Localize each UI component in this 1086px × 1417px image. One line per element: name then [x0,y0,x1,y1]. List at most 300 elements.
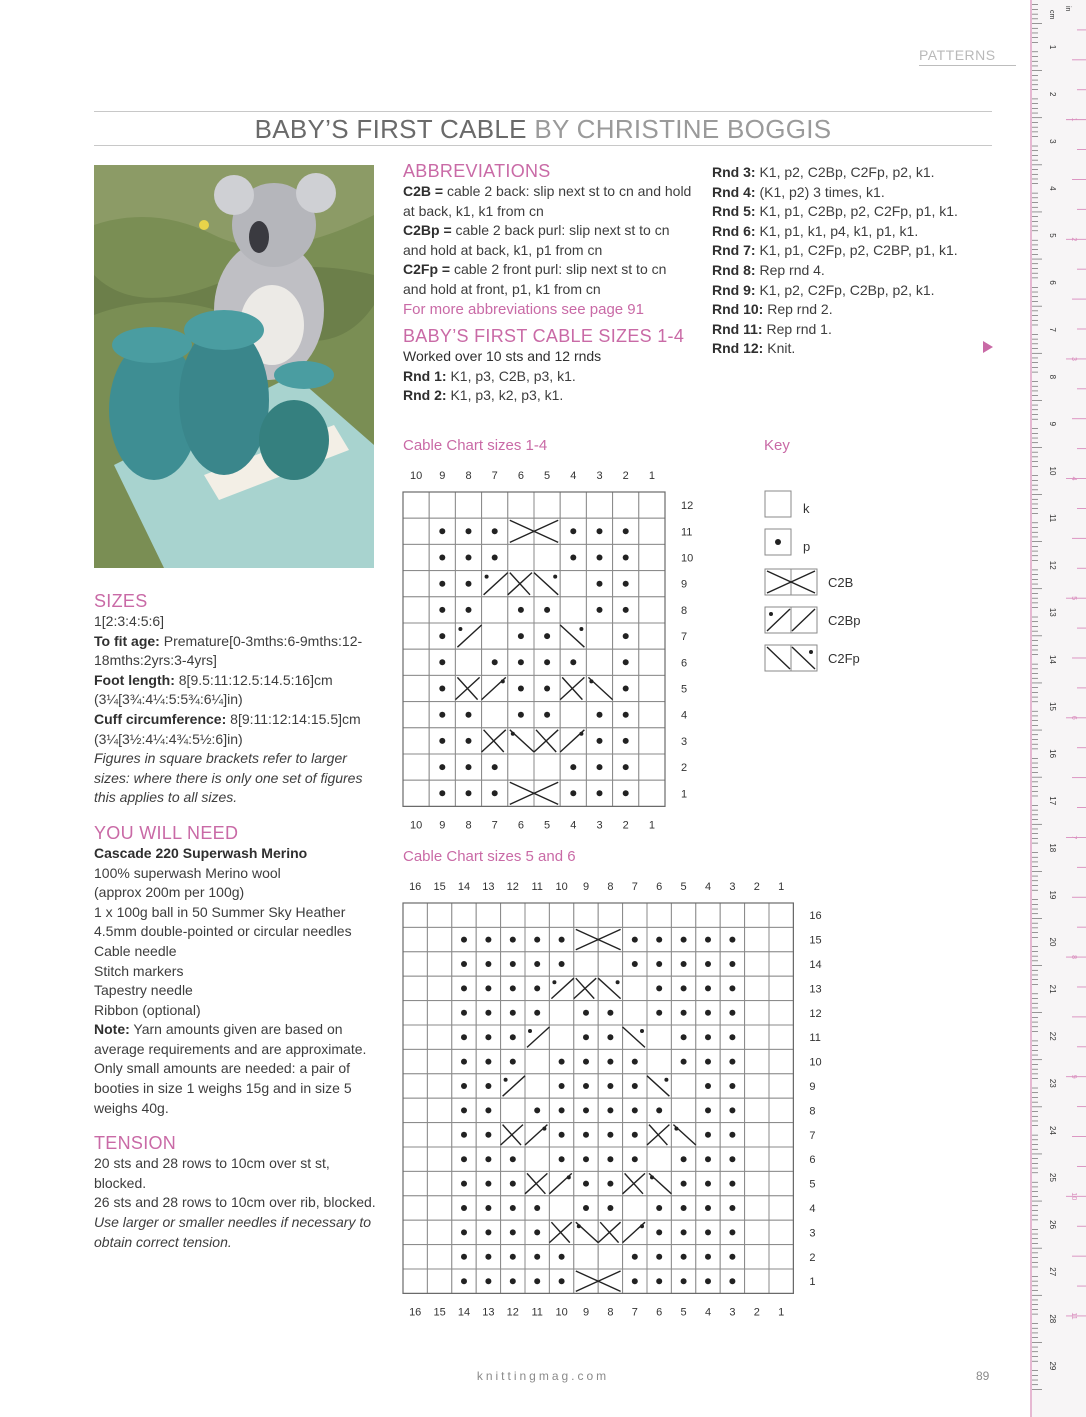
row-number: 2 [681,762,688,775]
chart-cell [598,927,622,951]
purl-dot [492,555,498,561]
col-number-bottom: 9 [439,819,446,832]
chart-cell [403,1269,427,1293]
cuff-circumference: Cuff circumference: 8[9:11:12:14:15.5]cm (3¼[3½:4¼:4¾:5½:6]in) [94,710,361,747]
purl-dot [492,659,498,665]
purl-dot [729,1083,735,1089]
chart-cell [403,1147,427,1171]
chart-cell [403,1245,427,1269]
row-number: 3 [681,735,688,748]
chart-cell [482,597,508,623]
chart-cell [745,1245,769,1269]
purl-dot [705,1254,711,1260]
footer-url: knittingmag.com [476,1369,610,1383]
col-number-top: 10 [555,881,568,893]
chart-cell [427,903,451,927]
purl-dot [458,627,462,631]
purl-dot [583,1132,589,1138]
more-abbreviations-link[interactable]: For more abbreviations see page 91 [403,300,644,318]
abbr-c2bp: C2Bp = cable 2 back purl: slip next st to cn and hold at back, k1, p1 from cn [403,222,670,258]
row-number: 5 [681,683,688,696]
chart-cell [745,1123,769,1147]
purl-dot [607,1181,613,1187]
chart-cell [745,1098,769,1122]
ruler [1030,0,1086,1417]
chart-cell [403,649,429,675]
purl-dot [466,712,472,718]
col-number-top: 7 [491,470,498,482]
chart-cell [549,1025,573,1049]
purl-dot [466,581,472,587]
round-3: Rnd 3: K1, p2, C2Bp, C2Fp, p2, k1. [712,164,935,180]
ruler-cm-number: 7 [1048,327,1057,332]
purl-dot [607,1132,613,1138]
chart-cell [476,903,500,927]
chart-cell [403,597,429,623]
chart-cell [598,1245,622,1269]
purl-dot [623,764,629,770]
col-number-bottom: 11 [531,1306,543,1319]
chart-cell [403,492,429,518]
col-number-bottom: 2 [753,1306,760,1319]
row-number: 11 [809,1032,821,1045]
need-line: Stitch markers [94,962,184,979]
purl-dot [485,1181,491,1187]
purl-dot [583,1205,589,1211]
chart-cell [769,1269,793,1293]
chart-cell [769,1123,793,1147]
round-5: Rnd 5: K1, p1, C2Bp, p2, C2Fp, p1, k1. [712,203,958,220]
purl-dot [552,980,556,984]
ruler-inch-number: 7 [1070,835,1077,840]
key-title: Key [764,437,790,454]
chart-cell [534,754,560,780]
chart-cell [525,1147,549,1171]
col-number-bottom: 14 [457,1306,471,1319]
row-number: 12 [809,1007,822,1020]
chart-cell [427,1074,451,1098]
tension-heading: TENSION [94,1133,177,1154]
purl-dot [485,575,489,579]
purl-dot [466,607,472,613]
purl-dot [485,1034,491,1040]
chart-cell [403,903,427,927]
purl-dot [681,961,687,967]
purl-dot [583,1181,589,1187]
purl-dot [559,937,565,943]
ruler-cm-number: 26 [1048,1220,1057,1230]
chart-cell [574,1269,598,1293]
purl-dot [461,985,467,991]
purl-dot [583,1034,589,1040]
ruler-cm-number: 4 [1048,186,1057,191]
purl-dot [705,1083,711,1089]
chart-cell [769,1196,793,1220]
row-number: 7 [809,1129,816,1142]
purl-dot [439,764,445,770]
chart-cell [427,1025,451,1049]
purl-dot [510,1278,516,1284]
purl-dot [485,1059,491,1065]
purl-dot [461,1010,467,1016]
col-number-top: 3 [596,470,603,482]
purl-dot [729,1278,735,1284]
purl-dot [597,790,603,796]
purl-dot [553,575,557,579]
purl-dot [461,1278,467,1284]
purl-dot [510,1034,516,1040]
purl-dot [570,659,576,665]
row-number: 3 [809,1227,816,1240]
purl-dot [534,1254,540,1260]
chart-cell [427,1001,451,1025]
need-line: Ribbon (optional) [94,1001,201,1018]
purl-dot [504,1078,508,1082]
chart-cell [720,903,744,927]
chart-cell [455,649,481,675]
chart-cell [508,780,534,806]
ruler-cm-number: 11 [1048,513,1057,523]
title-byline: BY CHRISTINE BOGGIS [534,114,832,144]
chart-cell [455,492,481,518]
chart-cell [508,544,534,570]
ruler-cm-number: 1 [1048,44,1057,50]
chart-cell [745,1196,769,1220]
chart-cell [574,1245,598,1269]
col-number-top: 6 [656,881,663,893]
title-rule-bottom [94,145,992,146]
purl-dot [518,659,524,665]
chart-cell [769,1220,793,1244]
round-7: Rnd 7: K1, p1, C2Fp, p2, C2BP, p1, k1. [712,242,958,259]
purl-dot [510,1229,516,1235]
chart-cell [745,1025,769,1049]
col-number-top: 4 [704,881,712,893]
col-number-top: 11 [531,881,543,893]
need-line: 1 x 100g ball in 50 Summer Sky Heather [94,903,346,920]
purl-dot [681,1010,687,1016]
chart-cell [482,702,508,728]
purl-dot [559,1059,565,1065]
purl-dot [510,1010,516,1016]
chart-cell [549,1001,573,1025]
ruler-inch-number: 3 [1070,356,1077,361]
purl-dot [705,1156,711,1162]
ruler-cm-number: 24 [1048,1125,1057,1135]
purl-dot [681,1059,687,1065]
purl-dot [729,1156,735,1162]
chart-cell [639,675,665,701]
abbr-c2fp: C2Fp = cable 2 front purl: slip next st to cn and hold at front, p1, k1 from cn [403,261,667,297]
chart-cell [482,623,508,649]
row-number: 5 [809,1178,816,1191]
ruler-in-label: in [1064,6,1071,12]
chart-cell [639,492,665,518]
purl-dot [510,961,516,967]
purl-dot [439,528,445,534]
col-number-bottom: 6 [656,1306,663,1319]
purl-dot [623,659,629,665]
round-8: Rnd 8: Rep rnd 4. [712,261,825,278]
col-number-bottom: 5 [680,1306,687,1319]
chart-cell [525,1074,549,1098]
purl-dot [439,607,445,613]
purl-dot [597,607,603,613]
chart-cell [745,1171,769,1195]
row-number: 6 [809,1154,816,1167]
purl-dot [597,555,603,561]
purl-dot [656,1107,662,1113]
ruler-cm-number: 14 [1048,654,1057,664]
purl-dot [485,1254,491,1260]
purl-dot [656,985,662,991]
chart-cell [427,1269,451,1293]
purl-dot [461,937,467,943]
col-number-bottom: 1 [778,1306,785,1319]
chart-cell [508,754,534,780]
purl-dot [681,1156,687,1162]
purl-dot [597,712,603,718]
purl-dot [583,1107,589,1113]
ruler-inch-number: 1 [1070,117,1077,122]
chart-cell [525,1049,549,1073]
need-heading: YOU WILL NEED [94,822,239,843]
sizes-note: Figures in square brackets refer to larger sizes: where there is only one set of figures this applies to all sizes. [94,750,363,806]
col-number-top: 5 [544,470,551,482]
ruler-inch-number: 10 [1070,1192,1077,1201]
chart-cell [574,952,598,976]
purl-dot [656,961,662,967]
purl-dot [510,1181,516,1187]
key-item-p [765,529,810,555]
cable-chart-sizes-1-4 [395,462,705,832]
row-number: 4 [809,1203,816,1215]
booties-photo [94,165,374,568]
purl-dot [623,528,629,534]
chart-cell [639,597,665,623]
key-swatch [765,491,791,517]
col-number-bottom: 5 [544,819,551,832]
ruler-cm-label: cm [1048,10,1055,20]
row-number: 6 [681,657,688,670]
chart-cell [769,927,793,951]
chart-cell [501,903,525,927]
chart-cell [560,492,586,518]
chart-cell [482,492,508,518]
chart-cell [598,1269,622,1293]
purl-dot [729,1181,735,1187]
purl-dot [439,738,445,744]
purl-dot [705,937,711,943]
purl-dot [461,1034,467,1040]
purl-dot [632,937,638,943]
chart-cell [639,649,665,675]
chart-cell [745,1147,769,1171]
chart-cell [639,544,665,570]
purl-dot [559,1278,565,1284]
ruler-inch-number: 4 [1070,476,1077,481]
ruler-cm-number: 17 [1048,796,1057,806]
chart-cell [745,927,769,951]
purl-dot [534,937,540,943]
purl-dot [544,686,550,692]
purl-dot [623,712,629,718]
chart-cell [574,927,598,951]
chart-cell [403,675,429,701]
need-line: Cable needle [94,942,177,959]
purl-dot [461,1156,467,1162]
chart-cell [639,728,665,754]
purl-dot [461,1205,467,1211]
round-9: Rnd 9: K1, p2, C2Fp, C2Bp, p2, k1. [712,281,935,298]
chart-cell [427,1049,451,1073]
chart-cell [639,571,665,597]
purl-dot [583,1083,589,1089]
purl-dot [518,607,524,613]
col-number-top: 7 [631,881,638,893]
purl-dot [775,539,781,545]
col-number-bottom: 10 [409,819,423,832]
middle-column [403,160,693,406]
chart-cell [586,623,612,649]
purl-dot [681,1254,687,1260]
chart-cell [745,1220,769,1244]
purl-dot [769,612,773,616]
continue-arrow-icon [983,341,993,353]
chart-cell [403,702,429,728]
round-10: Rnd 10: Rep rnd 2. [712,301,833,318]
row-number: 4 [681,709,688,722]
key-label: p [803,539,811,554]
purl-dot [544,607,550,613]
page-number: 89 [976,1369,990,1383]
foot-length: Foot length: 8[9.5:11:12.5:14.5:16]cm (3¼[3¾:4¼:5:5¾:6¼]in) [94,671,333,708]
chart-cell [769,1025,793,1049]
purl-dot [705,1205,711,1211]
chart-cell [586,649,612,675]
purl-dot [510,1156,516,1162]
purl-dot [461,1181,467,1187]
ruler-cm-number: 28 [1048,1314,1057,1324]
chart-cell [403,952,427,976]
need-line: Tapestry needle [94,982,193,999]
row-number: 16 [809,910,822,923]
purl-dot [534,1010,540,1016]
purl-dot [729,1010,735,1016]
ruler-cm-number: 23 [1048,1078,1057,1088]
right-column [712,163,992,359]
chart-cell [769,1098,793,1122]
col-number-bottom: 2 [622,819,629,832]
chart-cell [639,780,665,806]
chart-cell [403,754,429,780]
purl-dot [705,961,711,967]
purl-dot [510,937,516,943]
round-6: Rnd 6: K1, p1, k1, p4, k1, p1, k1. [712,222,919,239]
purl-dot [640,1224,644,1228]
key-label: C2Bp [828,613,861,628]
col-number-bottom: 8 [465,819,472,832]
purl-dot [544,659,550,665]
purl-dot [607,1107,613,1113]
chart-cell [534,544,560,570]
chart-cell [427,976,451,1000]
chart-cell [403,1049,427,1073]
purl-dot [729,1059,735,1065]
worked-over: Worked over 10 sts and 12 rnds [403,348,602,365]
ruler-inch-number: 9 [1070,1074,1077,1079]
purl-dot [544,712,550,718]
purl-dot [632,1059,638,1065]
purl-dot [570,790,576,796]
tension-line: 26 sts and 28 rows to 10cm over rib, blocked. [94,1194,376,1211]
chart-cell [429,492,455,518]
col-number-bottom: 3 [596,819,603,832]
need-line: 100% superwash Merino wool [94,864,281,881]
key-item-c2b [765,569,853,595]
purl-dot [534,961,540,967]
purl-dot [705,1278,711,1284]
chart-cell [403,1098,427,1122]
purl-dot [461,1107,467,1113]
purl-dot [632,1132,638,1138]
purl-dot [607,1083,613,1089]
round-11: Rnd 11: Rep rnd 1. [712,320,832,337]
chart-cell [598,952,622,976]
row-number: 1 [809,1276,816,1289]
purl-dot [485,1278,491,1284]
row-number: 8 [809,1105,816,1118]
section-label: PATTERNS [919,47,1016,66]
purl-dot [518,633,524,639]
purl-dot [597,738,603,744]
col-number-bottom: 9 [582,1306,590,1319]
purl-dot [623,633,629,639]
purl-dot [681,1034,687,1040]
purl-dot [656,1205,662,1211]
purl-dot [492,764,498,770]
purl-dot [542,1127,546,1131]
chart-cell [452,903,476,927]
col-number-bottom: 3 [729,1306,736,1319]
key-label: k [803,501,810,516]
chart-cell [534,780,560,806]
purl-dot [656,1010,662,1016]
purl-dot [439,581,445,587]
purl-dot [705,985,711,991]
chart-cell [403,1025,427,1049]
purl-dot [461,1229,467,1235]
need-line: 4.5mm double-pointed or circular needles [94,923,352,940]
chart-cell [745,976,769,1000]
purl-dot [439,633,445,639]
purl-dot [632,961,638,967]
ruler-cm-number: 12 [1048,560,1057,570]
chart-cell [427,1098,451,1122]
chart2-title: Cable Chart sizes 5 and 6 [403,848,576,865]
need-line: (approx 200m per 100g) [94,884,245,901]
purl-dot [570,528,576,534]
chart-cell [647,903,671,927]
purl-dot [681,985,687,991]
round-1: Rnd 1: K1, p3, C2B, p3, k1. [403,367,576,384]
purl-dot [632,1278,638,1284]
purl-dot [607,1010,613,1016]
chart-cell [745,903,769,927]
chart-cell [427,1196,451,1220]
chart-cell [549,903,573,927]
fit-age: To fit age: Premature[0-3mths:6-9mths:12-18mths:2yrs:3-4yrs] [94,632,363,669]
